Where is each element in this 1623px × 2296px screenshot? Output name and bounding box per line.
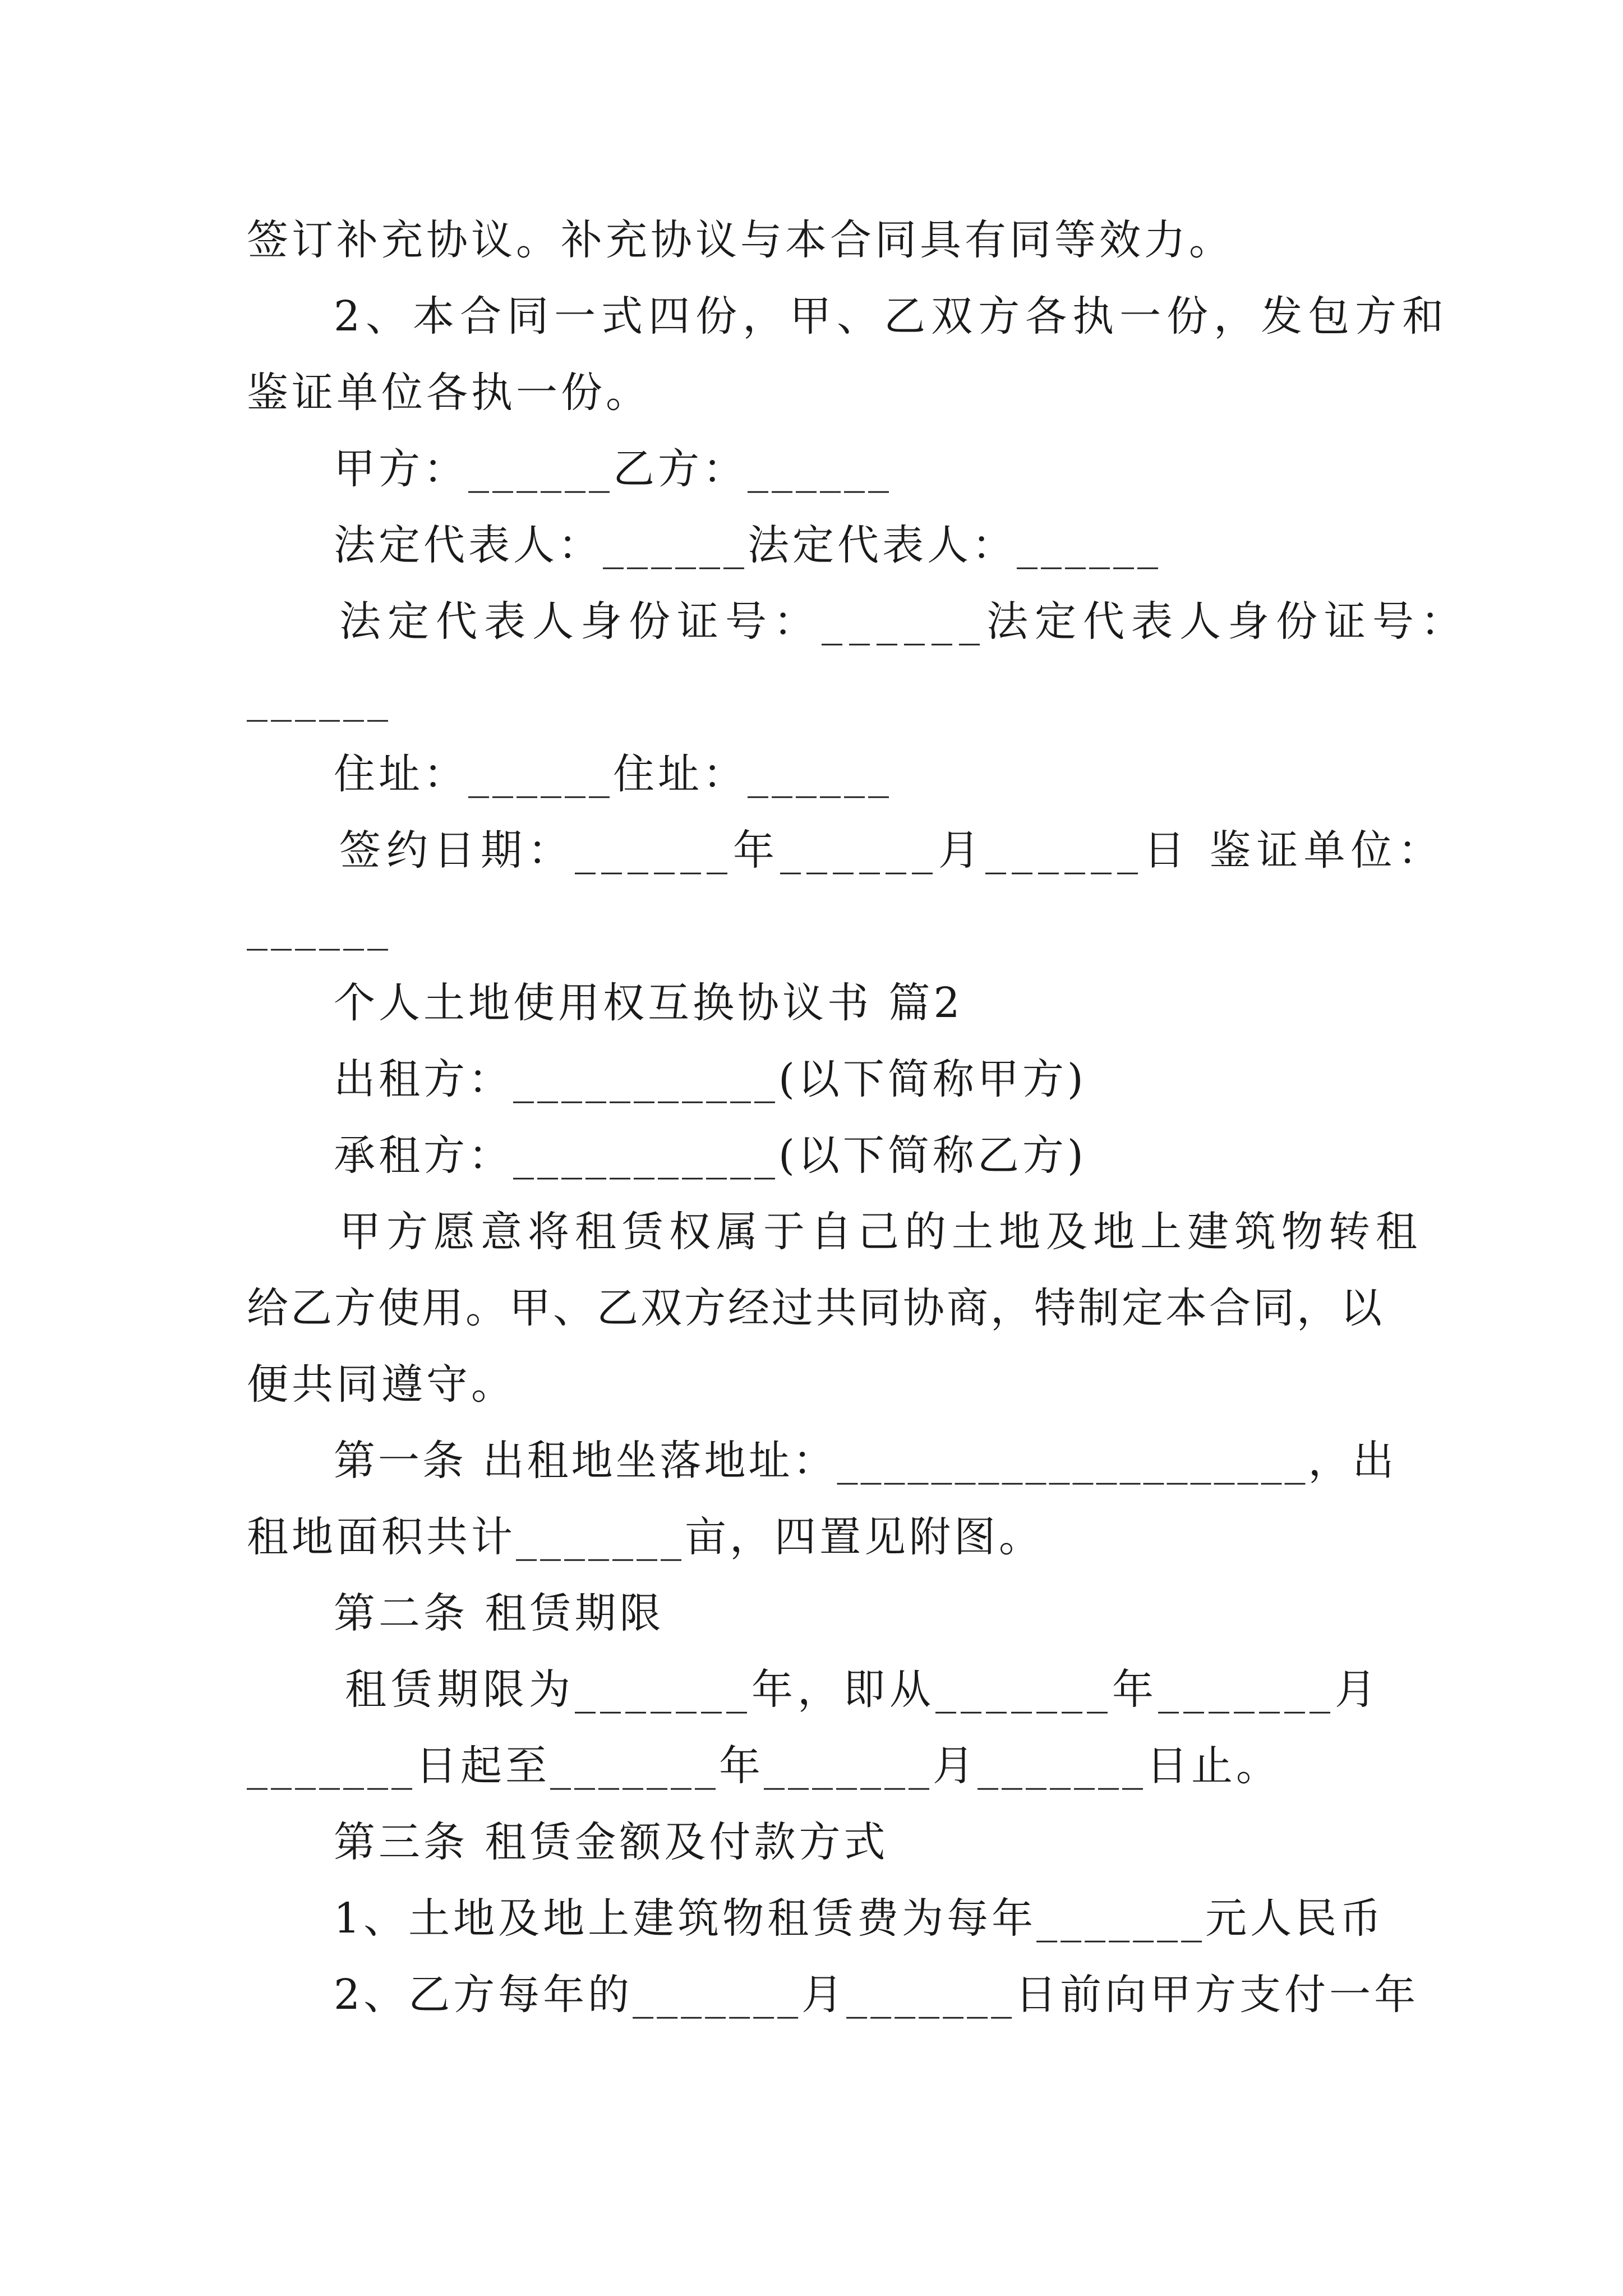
signature-line-id-number: 法定代表人身份证号：______法定代表人身份证号： bbox=[339, 597, 1469, 646]
blank-line: ______ bbox=[247, 903, 391, 951]
text-line: 鉴证单位各执一份。 bbox=[247, 369, 651, 417]
text-line: 甲方愿意将租赁权属于自己的土地及地上建筑物转租 bbox=[339, 1208, 1423, 1256]
signature-line-date: 签约日期：______年______月______日 鉴证单位： bbox=[339, 826, 1445, 875]
signature-line-party: 甲方：______乙方：______ bbox=[334, 445, 892, 493]
article-2-heading: 第二条 租赁期限 bbox=[334, 1589, 665, 1637]
blank-line: ______ bbox=[247, 674, 391, 722]
lease-term-dates-line: _______日起至_______年_______月_______日止。 bbox=[247, 1742, 1281, 1790]
signature-line-representative: 法定代表人：______法定代表人：______ bbox=[334, 521, 1161, 569]
lease-term-line: 租赁期限为_______年，即从_______年_______月 bbox=[345, 1665, 1381, 1714]
section-title: 个人土地使用权互换协议书 篇2 bbox=[334, 979, 963, 1027]
text-line: 给乙方使用。甲、乙双方经过共同协商，特制定本合同，以 bbox=[247, 1284, 1384, 1332]
payment-line: 2、乙方每年的_______月_______日前向甲方支付一年 bbox=[334, 1971, 1419, 2019]
article-3-heading: 第三条 租赁金额及付款方式 bbox=[334, 1818, 889, 1866]
text-line: 租地面积共计_______亩，四置见附图。 bbox=[247, 1513, 1044, 1561]
text-line: 2、本合同一式四份，甲、乙双方各执一份，发包方和 bbox=[334, 292, 1450, 341]
text-line: 便共同遵守。 bbox=[247, 1360, 516, 1409]
text-line: 签订补充协议。补充协议与本合同具有同等效力。 bbox=[247, 216, 1234, 264]
rent-amount-line: 1、土地及地上建筑物租赁费为每年_______元人民币 bbox=[334, 1894, 1385, 1943]
lessee-line: 承租方：___________(以下简称乙方) bbox=[334, 1131, 1087, 1180]
lessor-line: 出租方：___________(以下简称甲方) bbox=[334, 1055, 1087, 1103]
article-1-line: 第一条 出租地坐落地址：____________________，出 bbox=[334, 1437, 1397, 1485]
signature-line-address: 住址：______住址：______ bbox=[334, 750, 892, 798]
